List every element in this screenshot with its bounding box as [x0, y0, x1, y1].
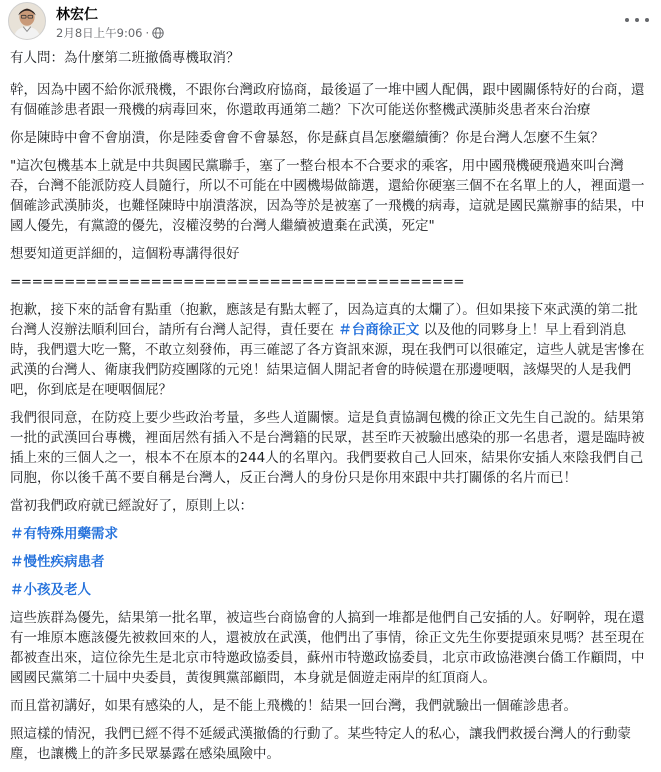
hashtag-link[interactable]: ＃有特殊用藥需求	[10, 526, 118, 542]
paragraph: 你是陳時中會不會崩潰，你是陸委會會不會暴怒，你是蘇貞昌怎麼繼續衝？你是台灣人怎麼不生氣？	[10, 130, 604, 146]
hashtag-link[interactable]: ＃小孩及老人	[10, 582, 91, 598]
ellipsis-dot	[635, 18, 639, 22]
paragraph-text: 抱歉，接下來的話會有點重（抱歉，應該是有點太輕了，因為這真的太爛了）。但如果接下來武漢的第二批台灣人沒辦法順利回台，請所有台灣人記得，責任要在	[10, 302, 638, 338]
ellipsis-icon[interactable]	[625, 12, 649, 28]
post-timestamp[interactable]: 2月8日上午9:06	[56, 26, 143, 40]
hashtag-link[interactable]: ＃慢性疾病患者	[10, 554, 105, 570]
hashtag-link[interactable]: ＃台商徐正文	[338, 322, 420, 338]
globe-icon	[152, 27, 164, 39]
paragraph: 我們很同意，在防疫上要少些政治考量，多些人道關懷。這是負責協調包機的徐正文先生自己說的。結果第一批的武漢回台專機，裡面居然有插入不是台灣籍的民眾，甚至昨天被驗出感染的那一名患者，還是臨時被插上來的三個人之一，根本不在原本的244人的名單內。我們要救自己人回來，結果你安插人來陰我們自己同胞，你以後千萬不要自稱是台灣人，反正台灣人的身份只是你用來跟中共打關係的名片而已！	[10, 410, 645, 486]
paragraph: 這些族群為優先，結果第一批名單，被這些台商協會的人搞到一堆都是他們自己安插的人。好啊幹，現在還有一堆原本應該優先被救回來的人，還被放在武漢，他們出了事情，徐正文先生你要提頭來見嗎？甚至現在都被查出來，這位徐先生是北京市特邀政協委員，蘇州市特邀政協委員，北京市政協港澳台僑工作顧問，中國國民黨第二十屆中央委員，黃復興黨部顧問，本身就是個遊走兩岸的紅頂商人。	[10, 610, 645, 686]
post-header	[0, 0, 661, 48]
paragraph	[10, 300, 650, 400]
post-meta	[56, 25, 164, 41]
hashtag-list	[10, 524, 650, 600]
author-name[interactable]: 林宏仁	[56, 7, 98, 23]
ellipsis-dot	[645, 18, 649, 22]
paragraph-text: 以及他的同夥身上！早上看到消息時，我們還大吃一驚，不敢立刻發佈，再三確認了各方資訊來源，現在我們可以很確定，這些人就是害慘在武漢的台灣人、衛康我們防疫團隊的元兇！結果這個人開記者會的時候還在那邊哽咽，該爆哭的人是我們吧，你到底是在哽咽個屁？	[10, 322, 645, 398]
paragraph: 而且當初講好，如果有感染的人，是不能上飛機的！結果一回台灣，我們就驗出一個確診患者。	[10, 698, 577, 714]
paragraph: 當初我們政府就已經說好了，原則上以：	[10, 498, 253, 514]
ellipsis-dot	[625, 18, 629, 22]
paragraph: 有人問：為什麼第二班撤僑專機取消？	[10, 50, 240, 66]
text-divider: ==========================================	[10, 274, 465, 290]
avatar-photo	[9, 3, 45, 39]
meta-separator: ·	[145, 26, 150, 40]
paragraph: 幹，因為中國不給你派飛機，不跟你台灣政府協商，最後逼了一堆中國人配偶，跟中國關係特好的台商，還有個確診患者跟一飛機的病毒回來，你還敢再通第二趟？下次可能送你整機武漢肺炎患者來台治療	[10, 82, 645, 118]
avatar[interactable]	[8, 2, 46, 40]
post-body	[10, 48, 650, 772]
paragraph: 想要知道更詳細的，這個粉專講得很好	[10, 246, 240, 262]
paragraph: 照這樣的情況，我們已經不得不延緩武漢撤僑的行動了。某些特定人的私心，讓我們救援台灣人的行動蒙塵，也讓機上的許多民眾暴露在感染風險中。	[10, 726, 631, 762]
paragraph: "這次包機基本上就是中共與國民黨聯手，塞了一整台根本不合要求的乘客，用中國飛機硬飛過來叫台灣吞，台灣不能派防疫人員隨行，所以不可能在中國機場做篩選，還給你硬塞三個不在名單上的人，裡面還一個確診武漢肺炎，也難怪陳時中崩潰落淚，因為等於是被塞了一飛機的病毒，這就是國民黨辦事的結果，中國人優先，有黨證的優先，沒權沒勢的台灣人繼續被遺棄在武漢，死定"	[10, 158, 645, 234]
